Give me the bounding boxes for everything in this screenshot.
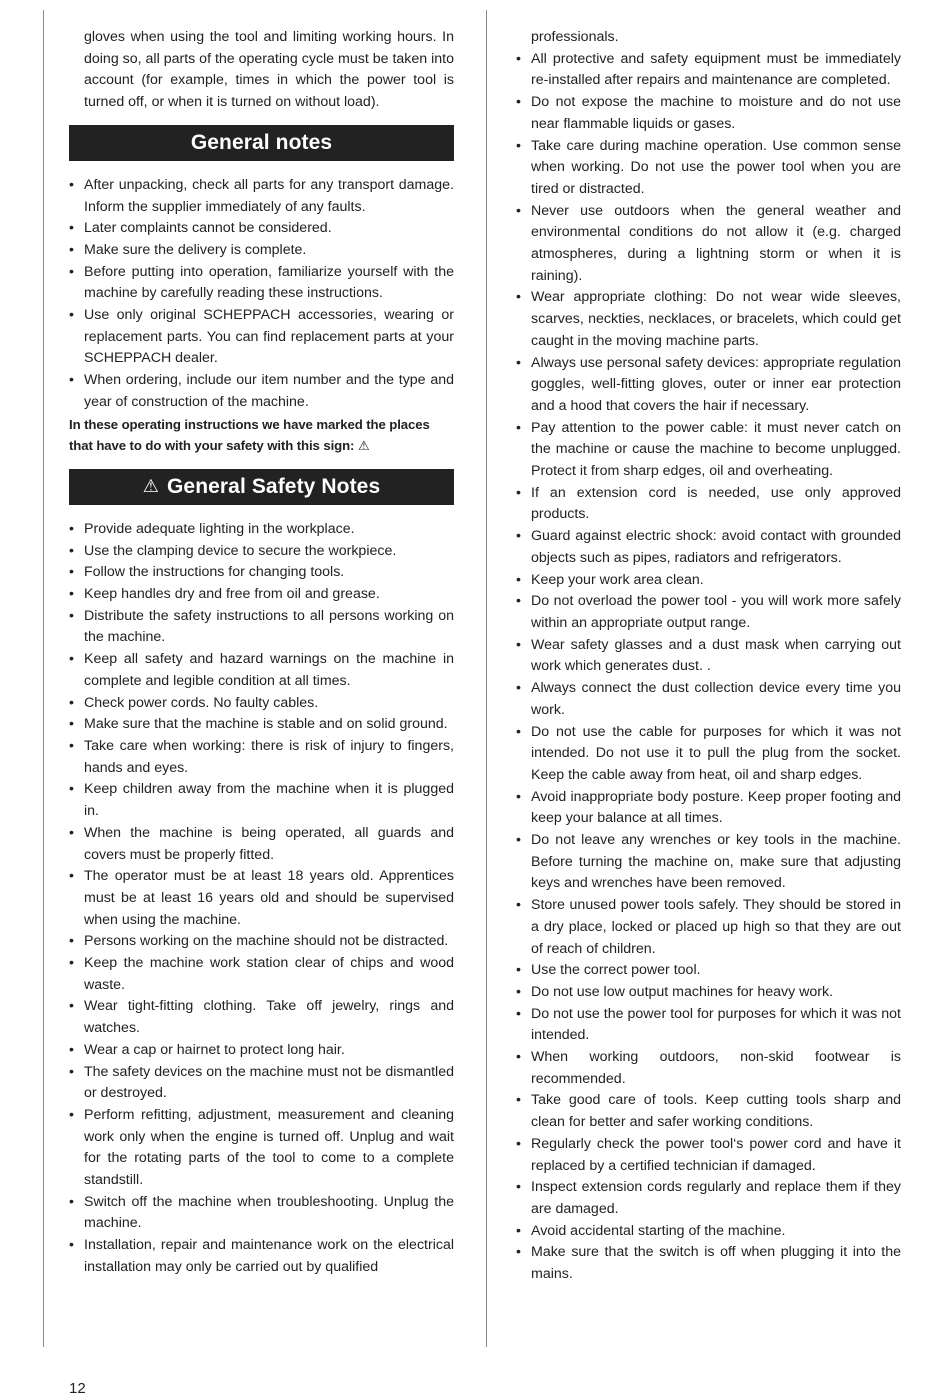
list-item: • Wear safety glasses and a dust mask when carrying out work which generates dust. . bbox=[516, 635, 901, 678]
list-item: • Never use outdoors when the general weather and environmental conditions do not allow it (e.g. charged atmospheres, during a lightning storm or when it is raining). bbox=[516, 201, 901, 288]
general-notes-title: General notes bbox=[190, 130, 333, 154]
list-item: • Keep handles dry and free from oil and grease. bbox=[69, 584, 454, 606]
general-safety-notes-title: General Safety Notes bbox=[166, 475, 381, 499]
list-item: • Always connect the dust collection device every time you work. bbox=[516, 678, 901, 721]
list-item: • Use only original SCHEPPACH accessories, wearing or replacement parts. You can find replacement parts at your SCHEPPACH dealer. bbox=[69, 305, 454, 370]
list-item: • The safety devices on the machine must not be dismantled or destroyed. bbox=[69, 1062, 454, 1105]
right-column bbox=[516, 27, 901, 1286]
list-item: • Follow the instructions for changing tools. bbox=[69, 562, 454, 584]
list-item: • Avoid accidental starting of the machine. bbox=[516, 1221, 901, 1243]
list-item: • Keep your work area clean. bbox=[516, 570, 901, 592]
safety-notes-list bbox=[69, 519, 454, 1279]
right-intro-text: professionals. bbox=[531, 29, 619, 45]
list-item: • Take care during machine operation. Use common sense when working. Do not use the power tool when you are tired or distracted. bbox=[516, 136, 901, 201]
list-item: • Pay attention to the power cable: it must never catch on the machine or cause the machine to become unplugged. Protect it from sharp edges, oil and overheating. bbox=[516, 418, 901, 483]
list-item: • Do not use the cable for purposes for which it was not intended. Do not use it to pull the plug from the socket. Keep the cable away from heat, oil and sharp edges. bbox=[516, 722, 901, 787]
list-item: • Distribute the safety instructions to all persons working on the machine. bbox=[69, 606, 454, 649]
left-intro-text: gloves when using the tool and limiting working hours. In doing so, all parts of the operating cycle must be taken into account (for example, times in which the power tool is turned off, or when it is turned on without load). bbox=[84, 29, 454, 111]
left-column bbox=[69, 27, 454, 1279]
list-item: • Check power cords. No faulty cables. bbox=[69, 693, 454, 715]
list-item: • Do not use low output machines for heavy work. bbox=[516, 982, 901, 1004]
list-item: • Wear appropriate clothing: Do not wear wide sleeves, scarves, neckties, necklaces, or bracelets, which could get caught in the moving machine parts. bbox=[516, 287, 901, 352]
list-item: • When the machine is being operated, all guards and covers must be properly fitted. bbox=[69, 823, 454, 866]
list-item: • Wear a cap or hairnet to protect long hair. bbox=[69, 1040, 454, 1062]
list-item: • The operator must be at least 18 years old. Apprentices must be at least 16 years old and should be supervised when using the machine. bbox=[69, 866, 454, 931]
list-item: • Keep all safety and hazard warnings on the machine in complete and legible condition at all times. bbox=[69, 649, 454, 692]
list-item: • Installation, repair and maintenance work on the electrical installation may only be carried out by qualified bbox=[69, 1235, 454, 1278]
list-item: • Guard against electric shock: avoid contact with grounded objects such as pipes, radiators and refrigerators. bbox=[516, 526, 901, 569]
list-item: • Take care when working: there is risk of injury to fingers, hands and eyes. bbox=[69, 736, 454, 779]
safety-sign-note bbox=[69, 414, 454, 457]
general-notes-heading bbox=[69, 125, 454, 161]
list-item: • Inspect extension cords regularly and replace them if they are damaged. bbox=[516, 1177, 901, 1220]
list-item: • When working outdoors, non-skid footwear is recommended. bbox=[516, 1047, 901, 1090]
list-item: • Do not use the power tool for purposes for which it was not intended. bbox=[516, 1004, 901, 1047]
list-item: • Store unused power tools safely. They should be stored in a dry place, locked or placed up high so that they are out of reach of children. bbox=[516, 895, 901, 960]
list-item: • Before putting into operation, familiarize yourself with the machine by carefully reading these instructions. bbox=[69, 262, 454, 305]
list-item: • When ordering, include our item number and the type and year of construction of the machine. bbox=[69, 370, 454, 413]
list-item: • Make sure that the machine is stable and on solid ground. bbox=[69, 714, 454, 736]
list-item: • Persons working on the machine should not be distracted. bbox=[69, 931, 454, 953]
list-item: • Do not leave any wrenches or key tools in the machine. Before turning the machine on, make sure that adjusting keys and wrenches have been removed. bbox=[516, 830, 901, 895]
list-item: • Do not overload the power tool - you will work more safely within an appropriate output range. bbox=[516, 591, 901, 634]
list-item: • Perform refitting, adjustment, measurement and cleaning work only when the engine is turned off. Unplug and wait for the rotating parts of the tool to come to a complete standstill. bbox=[69, 1105, 454, 1192]
warning-triangle-icon: ⚠ bbox=[142, 476, 159, 497]
left-margin-rule bbox=[43, 10, 44, 1347]
column-divider bbox=[486, 10, 487, 1347]
safety-sign-note-text: In these operating instructions we have marked the places that have to do with your safety with this sign: bbox=[69, 416, 430, 454]
list-item: • All protective and safety equipment must be immediately re-installed after repairs and maintenance are completed. bbox=[516, 49, 901, 92]
list-item: • Wear tight-fitting clothing. Take off jewelry, rings and watches. bbox=[69, 996, 454, 1039]
list-item: • Use the clamping device to secure the workpiece. bbox=[69, 541, 454, 563]
list-item: • Switch off the machine when troubleshooting. Unplug the machine. bbox=[69, 1192, 454, 1235]
list-item: • Always use personal safety devices: appropriate regulation goggles, well-fitting gloves, outer or inner ear protection and a hood that covers the hair if necessary. bbox=[516, 353, 901, 418]
list-item: • Later complaints cannot be considered. bbox=[69, 218, 454, 240]
general-notes-list bbox=[69, 175, 454, 414]
general-safety-notes-heading bbox=[69, 469, 454, 505]
list-item: • Make sure that the switch is off when plugging it into the mains. bbox=[516, 1242, 901, 1285]
list-item: • Provide adequate lighting in the workplace. bbox=[69, 519, 454, 541]
list-item: • Use the correct power tool. bbox=[516, 960, 901, 982]
right-safety-list bbox=[516, 49, 901, 1286]
list-item: • Do not expose the machine to moisture and do not use near flammable liquids or gases. bbox=[516, 92, 901, 135]
list-item: • After unpacking, check all parts for any transport damage. Inform the supplier immediately of any faults. bbox=[69, 175, 454, 218]
list-item: • Make sure the delivery is complete. bbox=[69, 240, 454, 262]
list-item: • Keep the machine work station clear of chips and wood waste. bbox=[69, 953, 454, 996]
page-number: 12 bbox=[69, 1380, 86, 1397]
list-item: • Regularly check the power tool‘s power cord and have it replaced by a certified technician if damaged. bbox=[516, 1134, 901, 1177]
list-item: • Keep children away from the machine when it is plugged in. bbox=[69, 779, 454, 822]
warning-triangle-icon: ⚠ bbox=[357, 438, 370, 454]
list-item: • Avoid inappropriate body posture. Keep proper footing and keep your balance at all times. bbox=[516, 787, 901, 830]
list-item: • If an extension cord is needed, use only approved products. bbox=[516, 483, 901, 526]
list-item: • Take good care of tools. Keep cutting tools sharp and clean for better and safer working conditions. bbox=[516, 1090, 901, 1133]
